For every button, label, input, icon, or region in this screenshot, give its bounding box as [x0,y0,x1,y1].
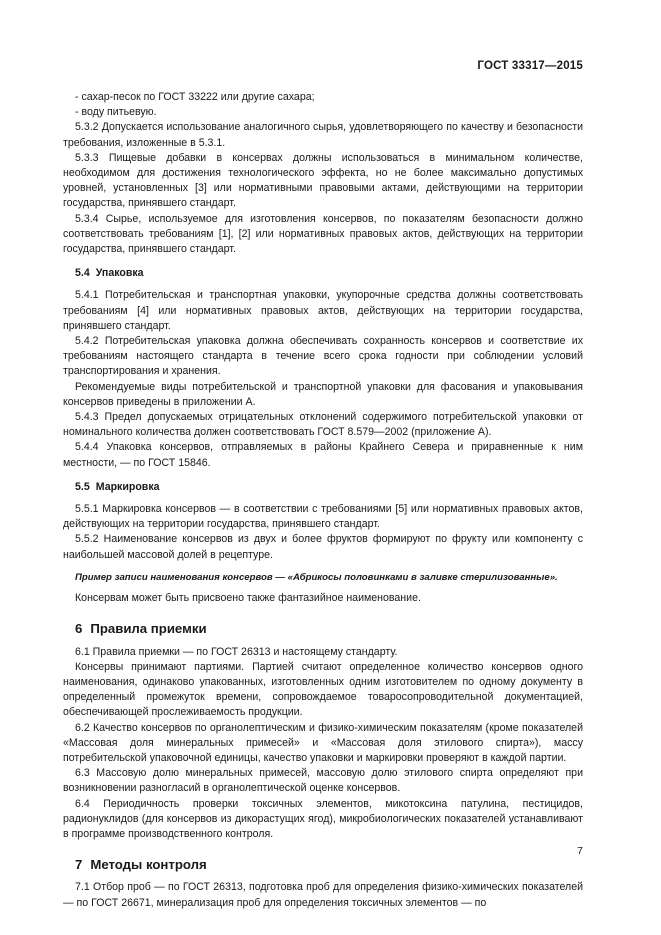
paragraph: 5.4.4 Упаковка консервов, отправляемых в районы Крайнего Севера и приравненные к ним местности, — по ГОСТ 15846. [63,441,583,469]
heading-title: Правила приемки [90,621,207,637]
document-code-header: ГОСТ 33317—2015 [477,60,583,72]
heading-number: 5.5 [75,480,90,493]
heading-number: 6 [75,621,83,637]
paragraph: 6.1 Правила приемки — по ГОСТ 26313 и настоящему стандарту. [75,645,398,658]
paragraph: - сахар-песок по ГОСТ 33222 или другие сахара; [75,91,315,103]
example-text: Пример записи наименования консервов — «Абрикосы половинками в заливке стерилизованные». [75,571,558,583]
heading-title: Упаковка [95,267,144,280]
paragraph: 6.4 Периодичность проверки токсичных элементов, микотоксина патулина, пестицидов, радионуклидов (для консервов из дикорастущих ягод), микробиологических показателей устанавливают в программе производственного контроля. [63,797,583,840]
note-text: Консервам может быть присвоено также фантазийное наименование. [75,592,421,605]
paragraph: - воду питьевую. [75,106,157,119]
section-heading [75,621,583,636]
paragraph: 5.3.2 Допускается использование аналогичного сырья, удовлетворяющего по качеству и безопасности требования, изложенные в 5.3.1. [63,121,583,149]
paragraph: 5.5.1 Маркировка консервов — в соответствии с требованиями [5] или нормативных правовых актов, действующих на территории государства, принявшего стандарт. [63,503,583,531]
subsection-heading [75,480,583,495]
heading-title: Маркировка [95,480,160,493]
paragraph: 5.3.4 Сырье, используемое для изготовления консервов, по показателям безопасности должно соответствовать требованиям [1], [2] или нормативных правовых актов, действующих на территории государства, принявшего стандарт. [63,212,583,256]
paragraph: 5.4.1 Потребительская и транспортная упаковки, укупорочные средства должны соответствовать требованиям [4] или нормативных правовых актов, действующих на территории государства, принявшего стандарт. [63,289,583,332]
paragraph: 7.1 Отбор проб — по ГОСТ 26313, подготовка проб для определения физико-химических показателей — по ГОСТ 26671, минерализация проб для определения токсичных элементов — по [63,881,583,909]
paragraph: Консервы принимают партиями. Партией считают определенное количество консервов одного наименования, одинаково упакованных, изготовленных одним изготовителем по одному документу в определенный промежуток времени, сопровождаемое товаросопроводительной документацией, обеспечивающей прослеживаемость продукции. [63,660,583,719]
paragraph: 5.4.2 Потребительская упаковка должна обеспечивать сохранность консервов и соответствие их требованиям настоящего стандарта в течение всего срока годности при соблюдении условий транспортирования и хранения. [63,335,583,378]
paragraph: 5.3.3 Пищевые добавки в консервах должны использоваться в минимальном количестве, необходимом для достижения технологического эффекта, но не более максимально допустимых уровней, установленных [3] или нормативными правовыми актами, действующими на территории государства, принявшего стандарт. [63,151,583,210]
heading-number: 5.4 [75,267,90,280]
page-number: 7 [577,845,583,857]
paragraph: 5.5.2 Наименование консервов из двух и более фруктов формируют по фрукту или компоненту с наибольшей массовой долей в рецептуре. [63,533,583,561]
paragraph: 6.2 Качество консервов по органолептическим и физико-химическим показателям (кроме показателей «Массовая доля минеральных примесей» и «Массовая доля этилового спирта»), массу потребительской упаковочной единицы, качество упаковки и маркировки проверяют в каждой партии. [63,721,583,764]
heading-title: Методы контроля [90,857,207,873]
subsection-heading [75,266,583,281]
heading-number: 7 [75,857,83,873]
page-body [63,90,583,911]
paragraph: 6.3 Массовую долю минеральных примесей, массовую долю этилового спирта определяют при возникновении разногласий в органолептической оценке консервов. [63,767,583,795]
section-heading [75,857,583,872]
paragraph: 5.4.3 Предел допускаемых отрицательных отклонений содержимого потребительской упаковки от номинального количества должен соответствовать ГОСТ 8.579—2002 (приложение А). [63,411,583,439]
paragraph: Рекомендуемые виды потребительской и транспортной упаковки для фасования и упаковывания консервов приведены в приложении А. [63,380,583,408]
